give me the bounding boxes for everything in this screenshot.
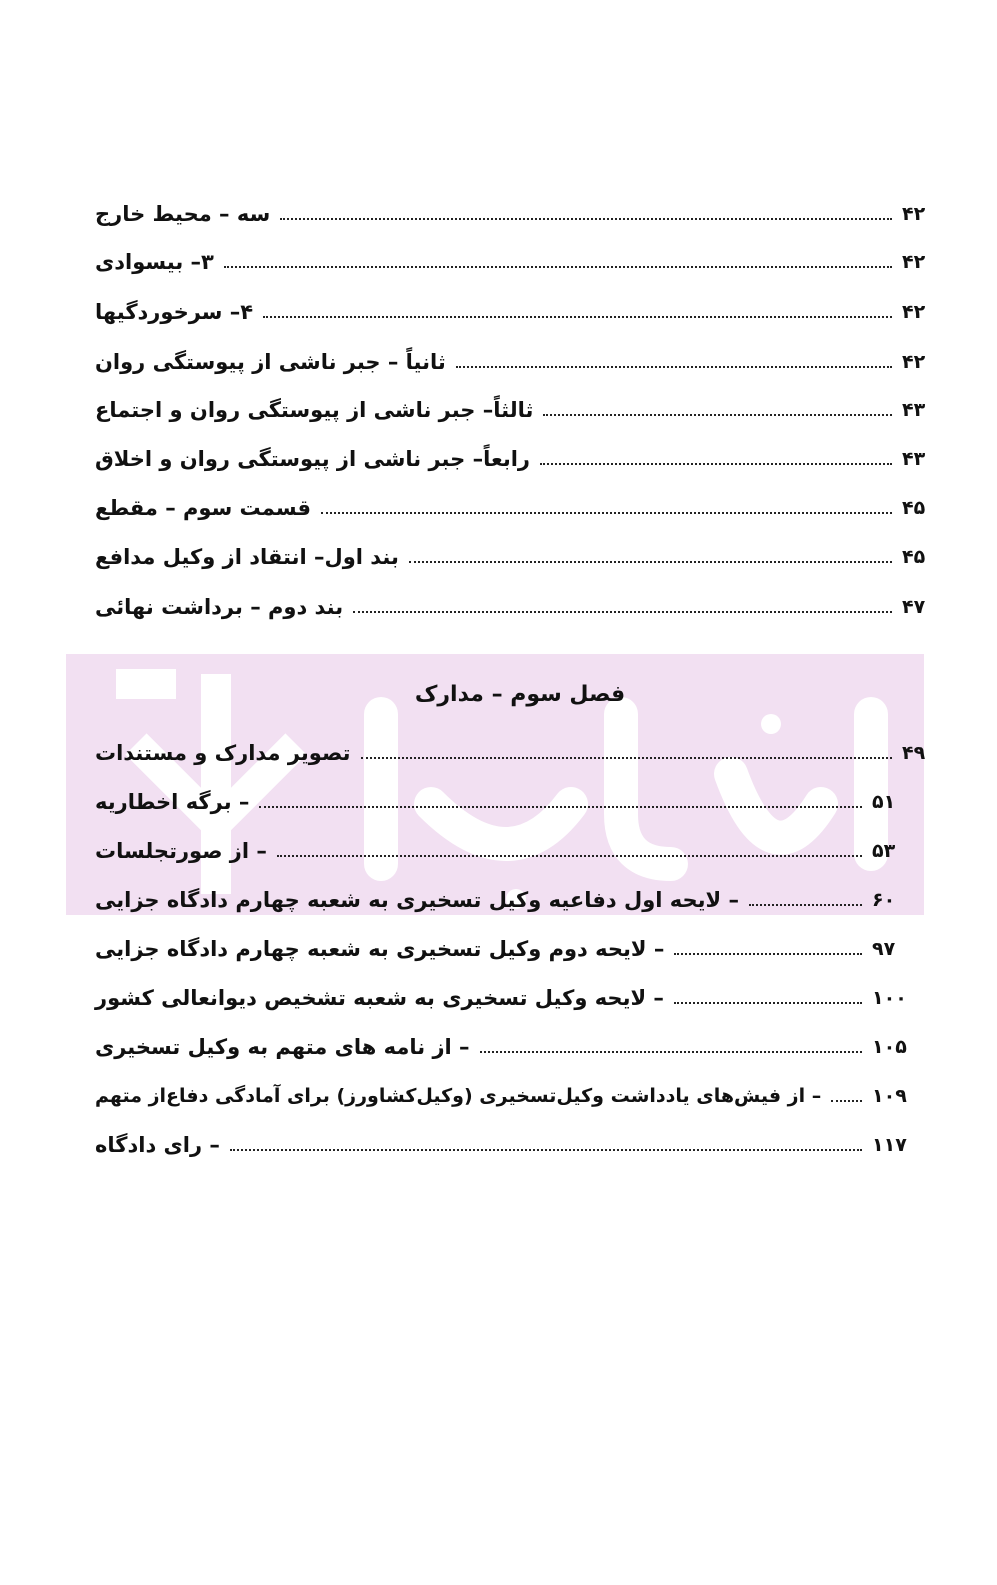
- dot-leader: [277, 855, 862, 857]
- dot-leader: [543, 414, 892, 416]
- toc-entry: [95, 290, 940, 326]
- dot-leader: [280, 218, 892, 220]
- toc-entry-title: ۴– سرخوردگیها: [95, 300, 254, 324]
- toc-entry-page: ۵۱: [872, 791, 896, 813]
- toc-entry-title: – از نامه های متهم به وکیل تسخیری: [95, 1035, 470, 1059]
- dot-leader: [263, 316, 892, 318]
- toc-entry-title: بند دوم – برداشت نهائی: [95, 595, 344, 619]
- toc-entry: [95, 1123, 910, 1159]
- toc-entry: [95, 780, 910, 816]
- toc-entry-page: ۱۰۰: [872, 987, 907, 1009]
- toc-entry: [95, 486, 940, 522]
- dot-leader: [674, 953, 862, 955]
- toc-entry-page: ۱۰۹: [872, 1085, 907, 1107]
- dot-leader: [361, 757, 892, 759]
- dot-leader: [321, 512, 892, 514]
- toc-entry: [95, 829, 910, 865]
- toc-entry: [95, 878, 910, 914]
- toc-entry-title: – برگه اخطاریه: [95, 790, 250, 814]
- toc-entry-page: ۴۳: [902, 448, 926, 470]
- toc-entry-title: – از صورتجلسات: [95, 839, 267, 863]
- toc-entry-title: – از فیش‌های یادداشت وکیل‌تسخیری (وکیل‌کشاورز) برای آمادگی دفاع‌از متهم: [95, 1085, 822, 1107]
- toc-entry-page: ۴۲: [902, 351, 926, 373]
- toc-entry-title: ثالثاً– جبر ناشی از پیوستگی روان و اجتماع: [95, 398, 534, 422]
- toc-entry: [95, 388, 940, 424]
- chapter-heading: فصل سوم – مدارک: [414, 682, 626, 707]
- dot-leader: [224, 266, 892, 268]
- dot-leader: [409, 561, 892, 563]
- toc-entry: [95, 976, 910, 1012]
- toc-entry-title: رابعاً– جبر ناشی از پیوستگی روان و اخلاق: [95, 447, 530, 471]
- toc-entry-page: ۴۵: [902, 497, 926, 519]
- toc-entry: [95, 437, 940, 473]
- toc-entry-page: ۴۲: [902, 301, 926, 323]
- toc-entry-page: ۴۲: [902, 203, 926, 225]
- toc-entry: [95, 1025, 910, 1061]
- dot-leader: [674, 1002, 862, 1004]
- dot-leader: [456, 366, 892, 368]
- toc-entry-title: قسمت سوم – مقطع: [95, 496, 311, 520]
- toc-entry-page: ۱۰۵: [872, 1036, 907, 1058]
- toc-entry-page: ۴۵: [902, 546, 926, 568]
- toc-entry-title: تصویر مدارک و مستندات: [95, 741, 351, 765]
- toc-entry: [95, 927, 910, 963]
- toc-entry: [95, 192, 940, 228]
- toc-entry-page: ۱۱۷: [872, 1134, 907, 1156]
- dot-leader: [749, 904, 862, 906]
- toc-entry-title: ۳– بیسوادی: [95, 250, 214, 274]
- toc-entry-title: – لایحه اول دفاعیه وکیل تسخیری به شعبه چهارم دادگاه جزایی: [95, 888, 739, 912]
- toc-entry-page: ۴۲: [902, 251, 926, 273]
- dot-leader: [353, 611, 892, 613]
- toc-entry-title: – رای دادگاه: [95, 1133, 220, 1157]
- dot-leader: [259, 806, 862, 808]
- dot-leader: [540, 463, 892, 465]
- dot-leader: [480, 1051, 862, 1053]
- toc-entry-title: – لایحه وکیل تسخیری به شعبه تشخیص دیوانعالی کشور: [95, 986, 664, 1010]
- toc-entry: [95, 535, 940, 571]
- toc-entry-page: ۹۷: [872, 938, 896, 960]
- dot-leader: [230, 1149, 862, 1151]
- toc-entry: [95, 731, 940, 767]
- toc-entry-page: ۶۰: [872, 889, 896, 911]
- dot-leader: [831, 1100, 862, 1102]
- toc-entry-page: ۴۳: [902, 399, 926, 421]
- toc-entry-title: ثانیاً – جبر ناشی از پیوستگی روان: [95, 350, 446, 374]
- toc-entry-page: ۴۹: [902, 742, 926, 764]
- toc-entry: [95, 585, 940, 621]
- toc-entry: [95, 240, 940, 276]
- toc-entry-page: ۴۷: [902, 596, 926, 618]
- toc-entry-title: بند اول– انتقاد از وکیل مدافع: [95, 545, 399, 569]
- toc-entry: [95, 340, 940, 376]
- toc-entry-title: – لایحه دوم وکیل تسخیری به شعبه چهارم دادگاه جزایی: [95, 937, 665, 961]
- toc-entry-page: ۵۳: [872, 840, 896, 862]
- toc-entry-title: سه – محیط خارج: [95, 202, 271, 226]
- toc-entry: [95, 1074, 910, 1110]
